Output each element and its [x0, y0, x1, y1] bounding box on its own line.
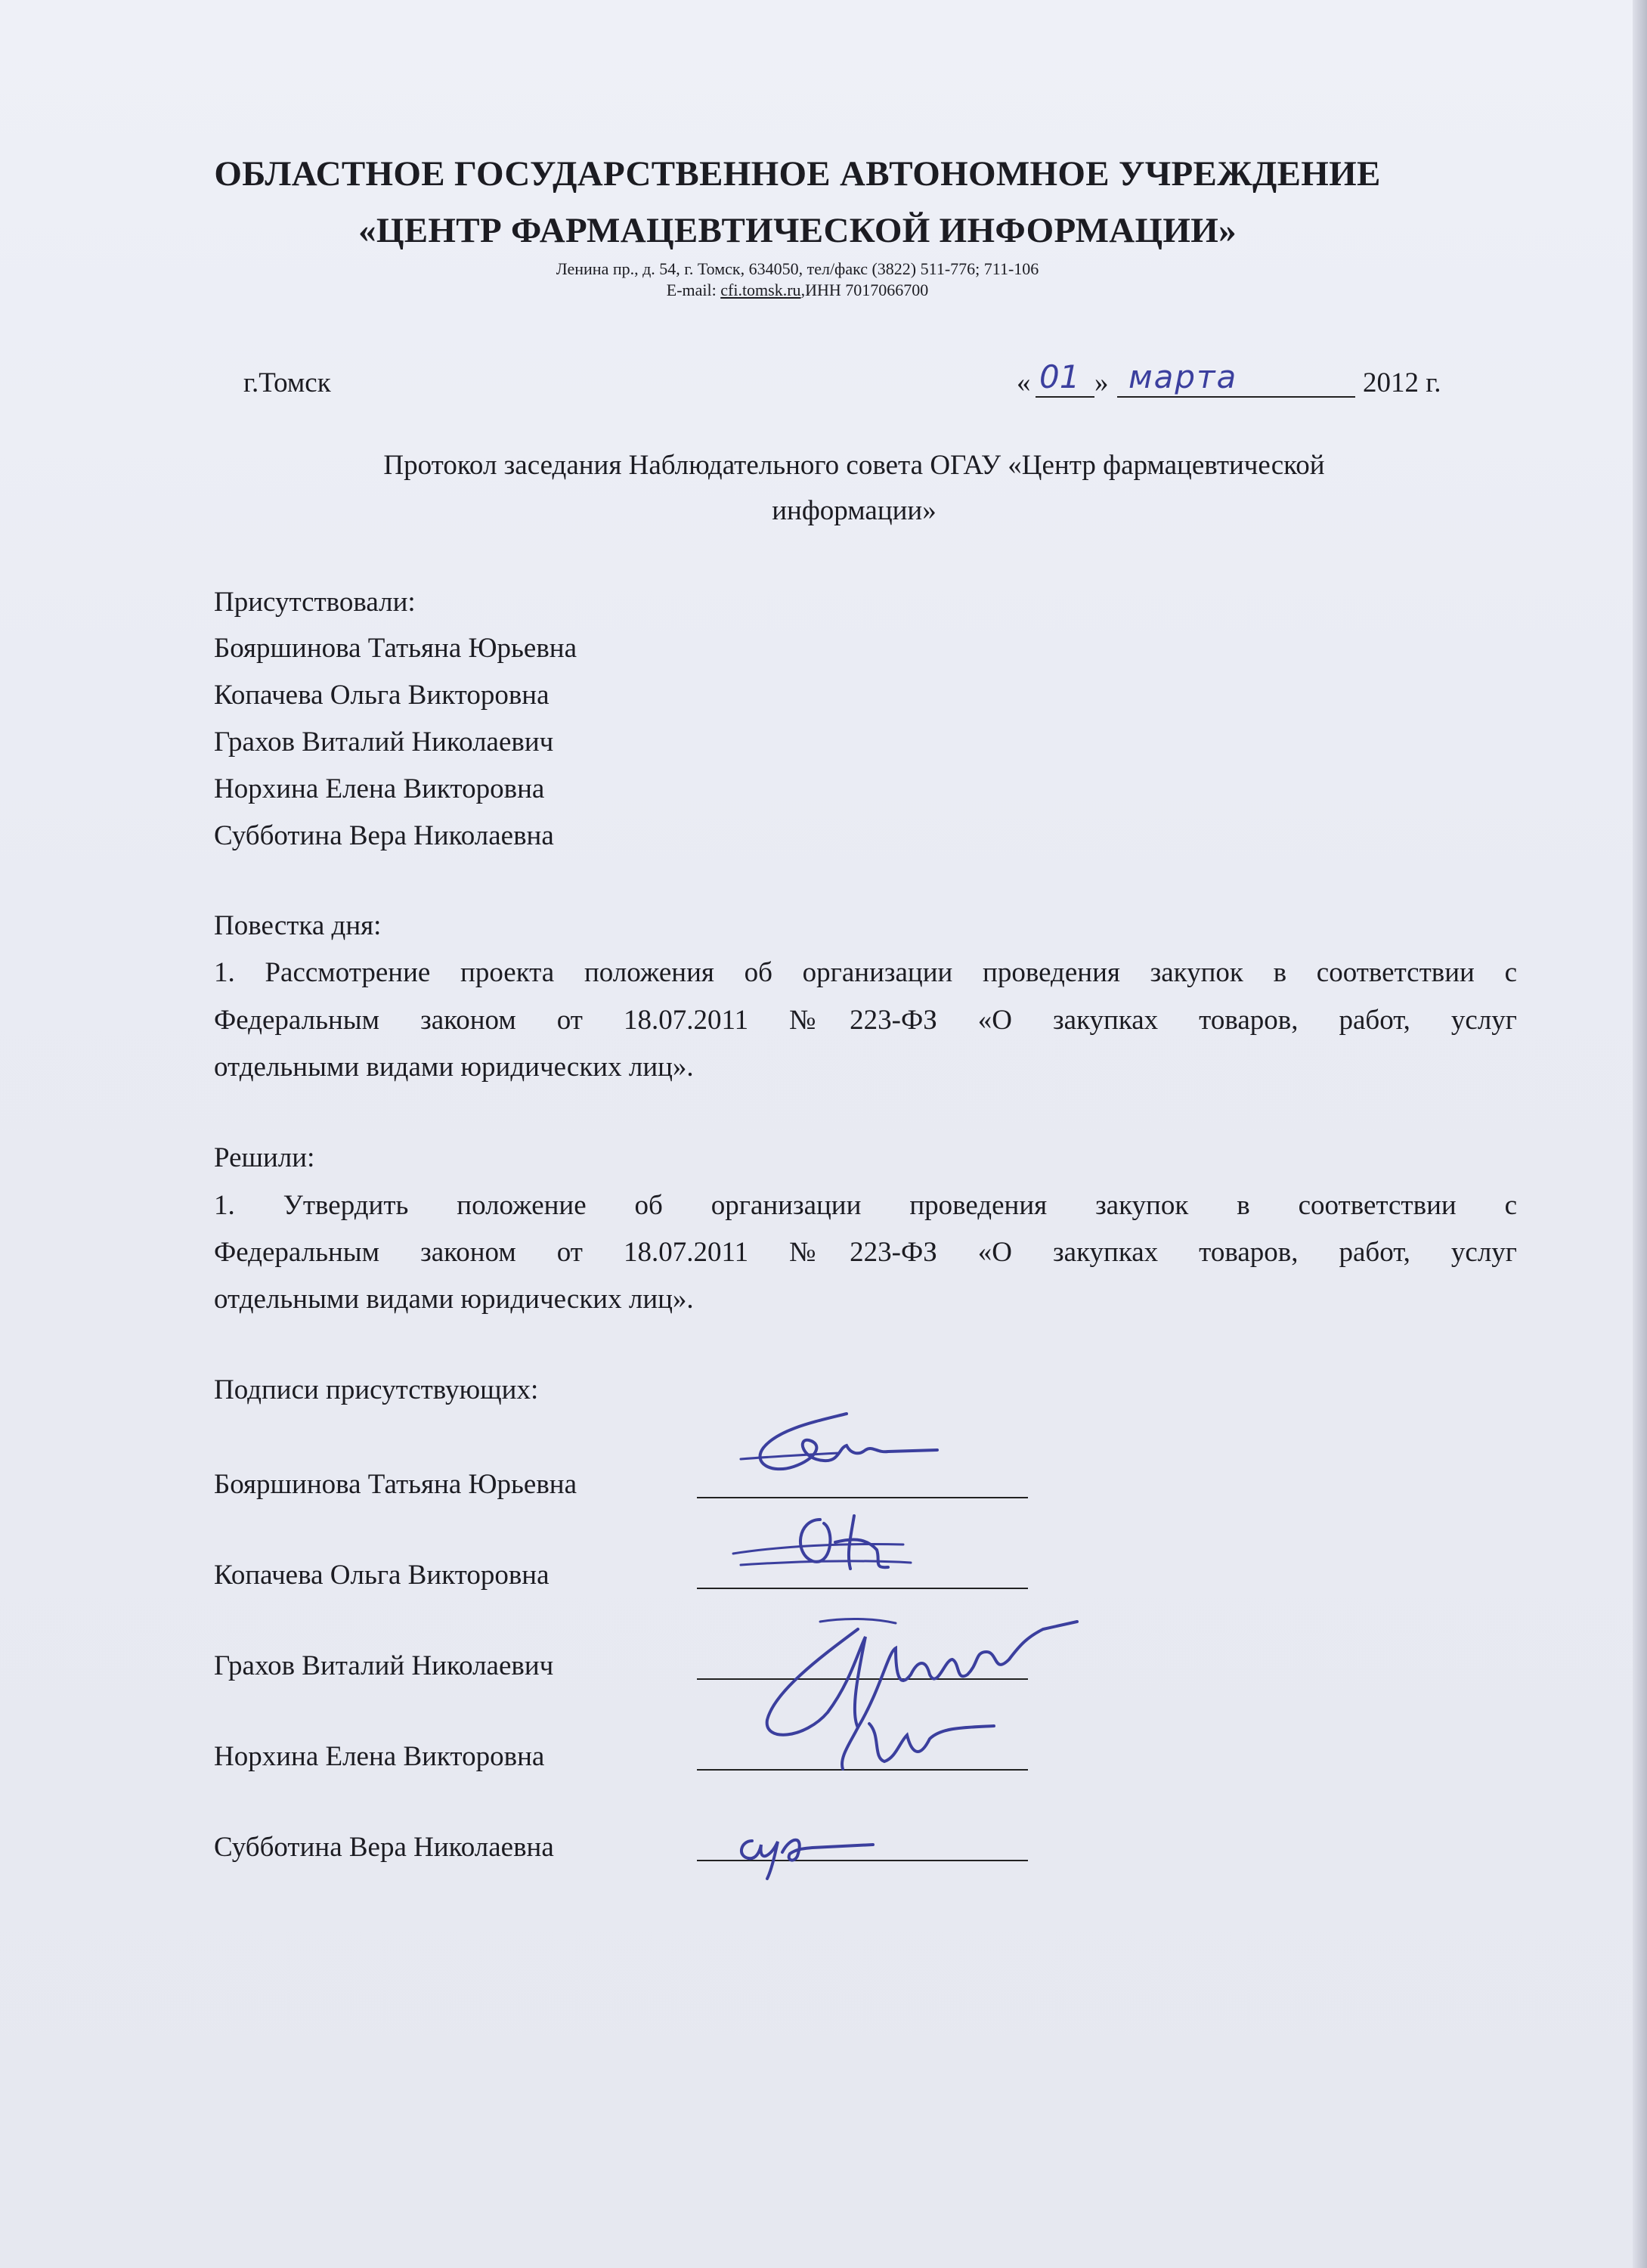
- signature-boyarshinova: [726, 1406, 952, 1497]
- page-edge-shadow: [1633, 0, 1647, 2268]
- document-title-line1: Протокол заседания Наблюдательного совета ОГАУ «Центр фармацевтической: [383, 450, 1325, 481]
- present-member: Норхина Елена Викторовна: [214, 773, 545, 804]
- email-label: E-mail:: [666, 280, 721, 299]
- email-link[interactable]: cfi.tomsk.ru: [720, 280, 801, 299]
- signatory-name: Норхина Елена Викторовна: [214, 1741, 545, 1772]
- date-open-quote: «: [1017, 367, 1031, 398]
- handwritten-day: 01: [1039, 358, 1080, 395]
- date-close-quote: »: [1094, 367, 1109, 398]
- decision-heading: Решили:: [214, 1142, 315, 1173]
- present-member: Копачева Ольга Викторовна: [214, 680, 550, 711]
- present-member: Бояршинова Татьяна Юрьевна: [214, 633, 577, 664]
- signatory-name: Грахов Виталий Николаевич: [214, 1650, 554, 1681]
- decision-line: отдельными видами юридических лиц».: [214, 1284, 694, 1315]
- signatory-name: Копачева Ольга Викторовна: [214, 1560, 550, 1591]
- decision-line: Федеральным законом от 18.07.2011 №223-ФЗ «О закупках товаров, работ, услуг: [214, 1237, 1517, 1268]
- agenda-line: Федеральным законом от 18.07.2011 №223-ФЗ «О закупках товаров, работ, услуг: [214, 1005, 1517, 1036]
- present-heading: Присутствовали:: [214, 587, 416, 618]
- signature-kopacheva: [722, 1508, 933, 1591]
- handwritten-month: марта: [1128, 358, 1238, 395]
- place: г.Томск: [243, 367, 331, 398]
- signature-subbotina: [729, 1822, 896, 1882]
- signatory-name: Субботина Вера Николаевна: [214, 1832, 554, 1863]
- inn-text: ,ИНН 7017066700: [800, 280, 929, 299]
- decision-line: 1. Утвердить положение об организации проведения закупок в соответствии с: [214, 1190, 1517, 1221]
- agenda-line: отдельными видами юридических лиц».: [214, 1052, 694, 1083]
- present-member: Грахов Виталий Николаевич: [214, 727, 554, 758]
- month-blank-line: [1117, 396, 1355, 398]
- day-blank-line: [1036, 396, 1094, 398]
- org-address: Ленина пр., д. 54, г. Томск, 634050, тел/факс (3822) 511-776; 711-106: [556, 259, 1039, 278]
- signature-line: [697, 1497, 1028, 1498]
- org-name-line1: ОБЛАСТНОЕ ГОСУДАРСТВЕННОЕ АВТОНОМНОЕ УЧРЕЖДЕНИЕ: [214, 154, 1381, 194]
- signatures-heading: Подписи присутствующих:: [214, 1374, 539, 1405]
- org-name-line2: «ЦЕНТР ФАРМАЦЕВТИЧЕСКОЙ ИНФОРМАЦИИ»: [358, 211, 1237, 250]
- org-contacts: [0, 280, 1595, 300]
- present-member: Субботина Вера Николаевна: [214, 820, 554, 851]
- agenda-heading: Повестка дня:: [214, 910, 382, 941]
- signature-grakhov-norkhina: [745, 1606, 1092, 1780]
- agenda-line: 1. Рассмотрение проекта положения об организации проведения закупок в соответствии с: [214, 957, 1517, 988]
- document-title-line2: информации»: [772, 495, 936, 526]
- document-date: [1017, 358, 1478, 407]
- date-year: 2012 г.: [1363, 367, 1441, 398]
- signatory-name: Бояршинова Татьяна Юрьевна: [214, 1469, 577, 1500]
